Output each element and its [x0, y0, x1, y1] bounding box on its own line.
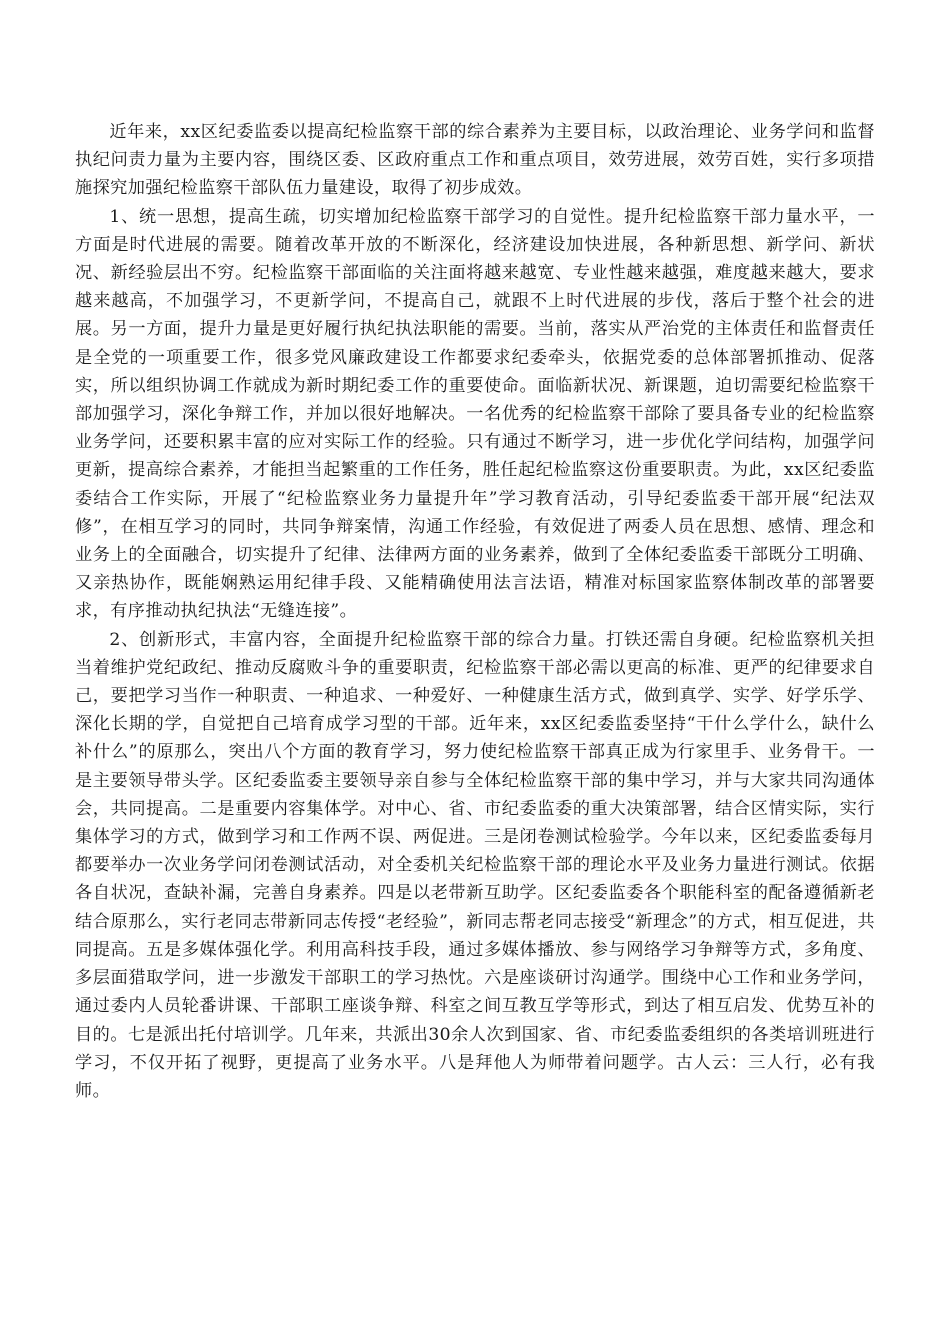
intro-paragraph: 近年来，xx区纪委监委以提高纪检监察干部的综合素养为主要目标，以政治理论、业务学问和监督执纪问责力量为主要内容，围绕区委、区政府重点工作和重点项目，效劳进展，效劳百姓，实行多项措施探究加强纪检监察干部队伍力量建设，取得了初步成效。 — [75, 122, 875, 199]
section-2-paragraph: 2、创新形式，丰富内容，全面提升纪检监察干部的综合力量。打铁还需自身硬。纪检监察机关担当着维护党纪政纪、推动反腐败斗争的重要职责，纪检监察干部必需以更高的标准、更严的纪律要求自己，要把学习当作一种职责、一种追求、一种爱好、一种健康生活方式，做到真学、实学、好学乐学、深化长期的学，自觉把自己培育成学习型的干部。近年来，xx区纪委监委坚持“干什么学什么，缺什么补什么”的原那么，突出八个方面的教育学习，努力使纪检监察干部真正成为行家里手、业务骨干。一是主要领导带头学。区纪委监委主要领导亲自参与全体纪检监察干部的集中学习，并与大家共同沟通体会，共同提高。二是重要内容集体学。对中心、省、市纪委监委的重大决策部署，结合区情实际，实行集体学习的方式，做到学习和工作两不误、两促进。三是闭卷测试检验学。今年以来，区纪委监委每月都要举办一次业务学问闭卷测试活动，对全委机关纪检监察干部的理论水平及业务力量进行测试。依据各自状况，查缺补漏，完善自身素养。四是以老带新互助学。区纪委监委各个职能科室的配备遵循新老结合原那么，实行老同志带新同志传授“老经验”，新同志帮老同志接受“新理念”的方式，相互促进，共同提高。五是多媒体强化学。利用高科技手段，通过多媒体播放、参与网络学习争辩等方式，多角度、多层面猎取学问，进一步激发干部职工的学习热忱。六是座谈研讨沟通学。围绕中心工作和业务学问，通过委内人员轮番讲课、干部职工座谈争辩、科室之间互教互学等形式，到达了相互启发、优势互补的目的。七是派出托付培训学。几年来，共派出30余人次到国家、省、市纪委监委组织的各类培训班进行学习，不仅开拓了视野，更提高了业务水平。八是拜他人为师带着问题学。古人云：三人行，必有我师。 — [75, 629, 875, 1101]
document-page — [75, 118, 875, 1105]
section-1-paragraph: 1、统一思想，提高生疏，切实增加纪检监察干部学习的自觉性。提升纪检监察干部力量水平，一方面是时代进展的需要。随着改革开放的不断深化，经济建设加快进展，各种新思想、新学问、新状况、新经验层出不穷。纪检监察干部面临的关注面将越来越宽、专业性越来越强，难度越来越大，要求越来越高，不加强学习，不更新学问，不提高自己，就跟不上时代进展的步伐，落后于整个社会的进展。另一方面，提升力量是更好履行执纪执法职能的需要。当前，落实从严治党的主体责任和监督责任是全党的一项重要工作，很多党风廉政建设工作都要求纪委牵头，依据党委的总体部署抓推动、促落实，所以组织协调工作就成为新时期纪委工作的重要使命。面临新状况、新课题，迫切需要纪检监察干部加强学习，深化争辩工作，并加以很好地解决。一名优秀的纪检监察干部除了要具备专业的纪检监察业务学问，还要积累丰富的应对实际工作的经验。只有通过不断学习，进一步优化学问结构，加强学问更新，提高综合素养，才能担当起繁重的工作任务，胜任起纪检监察这份重要职责。为此，xx区纪委监委结合工作实际，开展了“纪检监察业务力量提升年”学习教育活动，引导纪委监委干部开展“纪法双修”，在相互学习的同时，共同争辩案情，沟通工作经验，有效促进了两委人员在思想、感情、理念和业务上的全面融合，切实提升了纪律、法律两方面的业务素养，做到了全体纪委监委干部既分工明确、又亲热协作，既能娴熟运用纪律手段、又能精确使用法言法语，精准对标国家监察体制改革的部署要求，有序推动执纪执法“无缝连接”。 — [75, 206, 875, 622]
